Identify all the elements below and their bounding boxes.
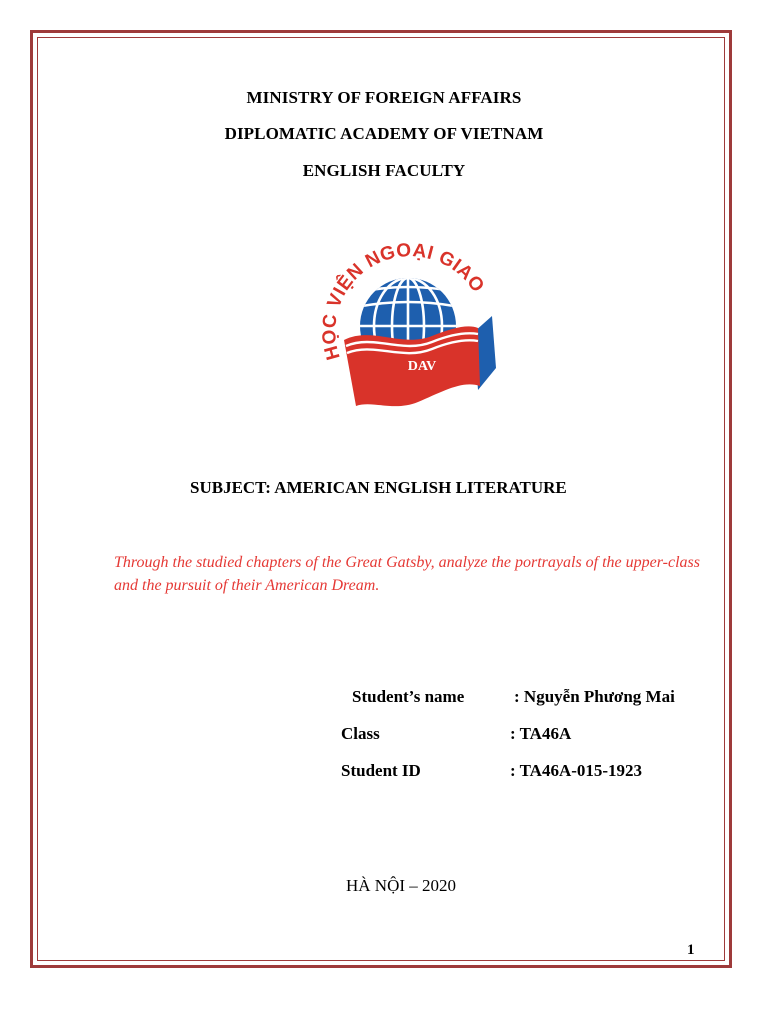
ministry-heading: MINISTRY OF FOREIGN AFFAIRS <box>246 88 522 107</box>
logo-badge-text: DAV <box>407 359 437 374</box>
student-id-label: Student ID <box>341 761 421 780</box>
faculty-heading: ENGLISH FACULTY <box>302 161 466 180</box>
class-label: Class <box>341 724 380 743</box>
essay-topic: Through the studied chapters of the Great Gatsby, analyze the portrayals of the upper-class and the pursuit of their American Dream. <box>114 554 700 594</box>
class-value: : TA46A <box>510 724 572 743</box>
student-name-label: Student’s name <box>352 687 465 706</box>
subject-heading: SUBJECT: AMERICAN ENGLISH LITERATURE <box>190 478 567 497</box>
academy-heading: DIPLOMATIC ACADEMY OF VIETNAM <box>224 124 544 143</box>
academy-logo <box>302 240 510 418</box>
place-date: HÀ NỘI – 2020 <box>345 876 457 895</box>
student-name-value: : Nguyễn Phương Mai <box>514 687 675 706</box>
logo-arc-text: HỌC VIỆN NGOẠI GIAO <box>318 240 489 363</box>
student-id-value: : TA46A-015-1923 <box>510 761 643 780</box>
page-number: 1 <box>687 942 695 958</box>
